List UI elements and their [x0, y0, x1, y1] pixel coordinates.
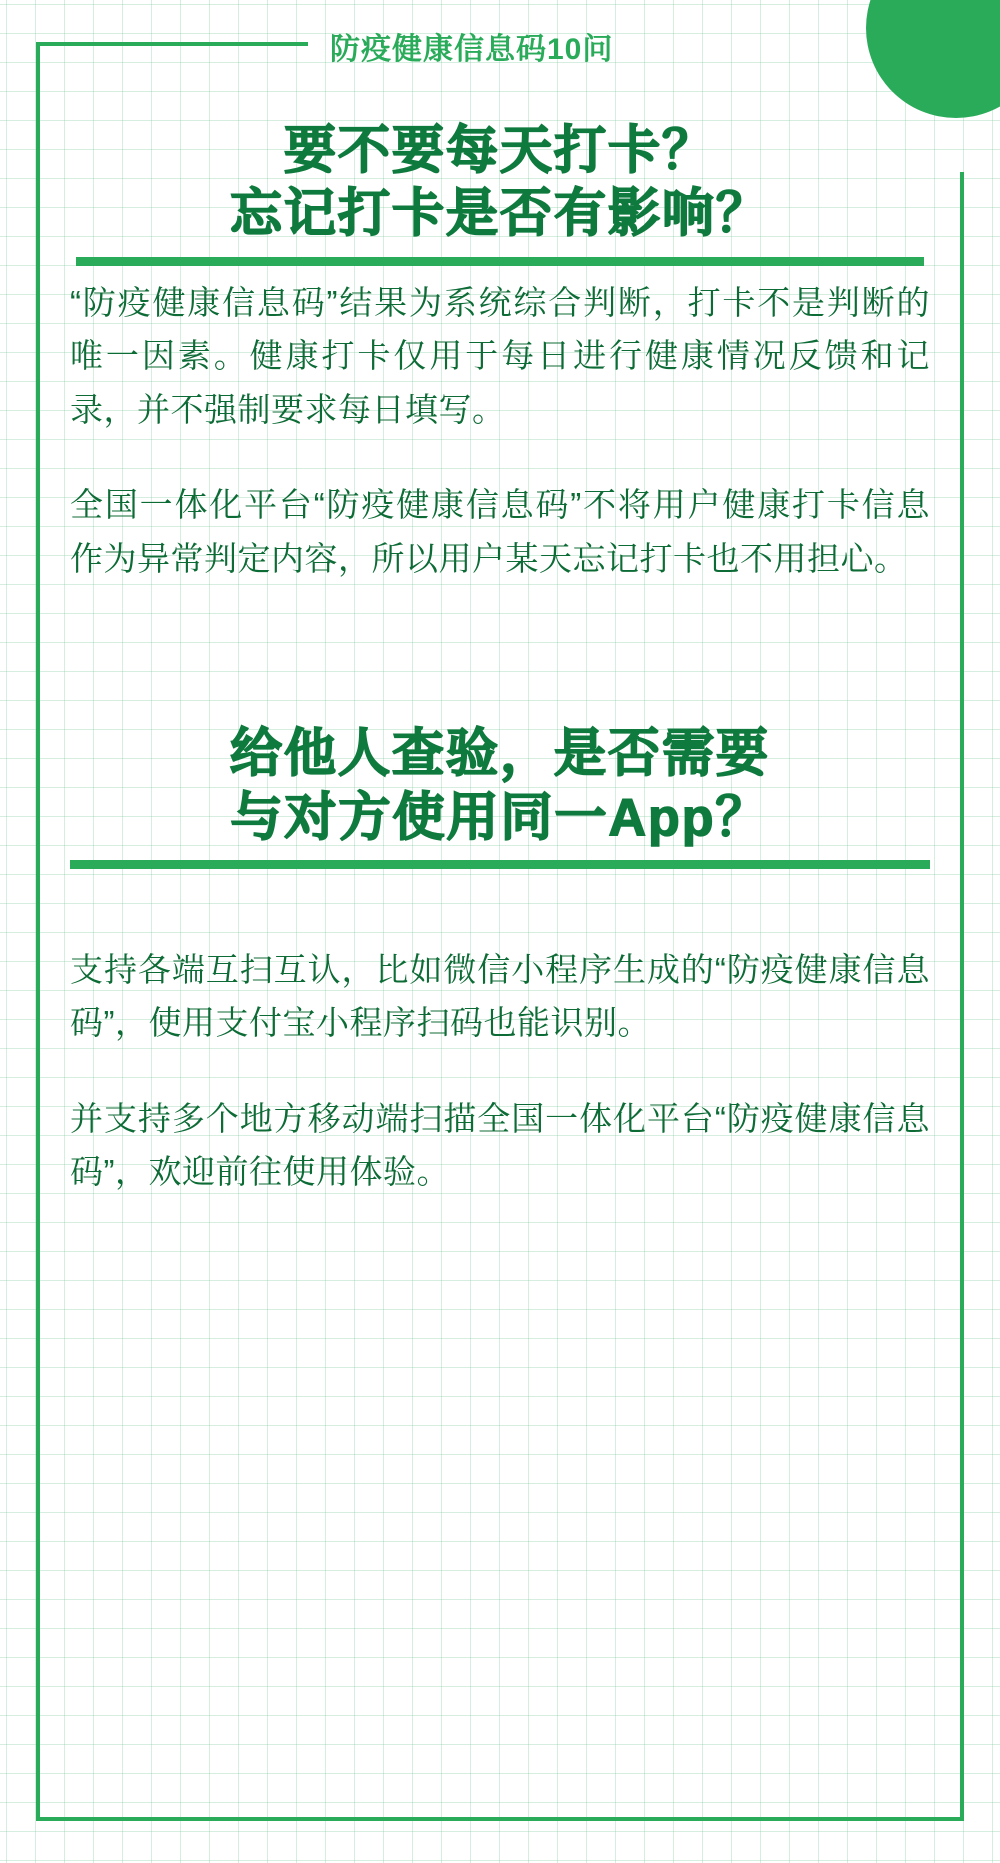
section-2-paragraph-2: 并支持多个地方移动端扫描全国一体化平台“防疫健康信息码”，欢迎前往使用体验。 [70, 1099, 930, 1191]
section-2-paragraph-1: 支持各端互扫互认，比如微信小程序生成的“防疫健康信息码”，使用支付宝小程序扫码也能识别。 [70, 951, 930, 1042]
section-2 [70, 723, 930, 869]
section-2-heading-line-1: 给他人查验，是否需要 [229, 725, 770, 784]
section-1-paragraph-1: “防疫健康信息码”结果为系统综合判断，打卡不是判断的唯一因素。健康打卡仅用于每日进行健康情况反馈和记录，并不强制要求每日填写。 [70, 283, 930, 428]
section-1-heading-line-1: 要不要每天打卡？ [283, 122, 716, 180]
section-divider-space [70, 627, 930, 723]
section-1 [70, 120, 930, 266]
section-1-heading-line-2: 忘记打卡是否有影响？ [229, 185, 770, 244]
section-1-heading [70, 120, 930, 247]
section-2-heading [70, 723, 930, 850]
frame-rule-top-left [36, 42, 308, 46]
frame-rule-left [36, 42, 40, 1821]
frame-rule-right [960, 172, 964, 1821]
frame-rule-bottom [36, 1817, 964, 1821]
section-1-underline [76, 257, 924, 266]
section-2-heading-line-2: 与对方使用同一App？ [230, 788, 770, 847]
poster-content [70, 120, 930, 1241]
poster-kicker: 防疫健康信息码10问 [330, 33, 614, 66]
decorative-circle [866, 0, 1000, 118]
section-2-underline [70, 860, 930, 869]
section-1-paragraph-2: 全国一体化平台“防疫健康信息码”不将用户健康打卡信息作为异常判定内容，所以用户某天忘记打卡也不用担心。 [70, 486, 930, 577]
